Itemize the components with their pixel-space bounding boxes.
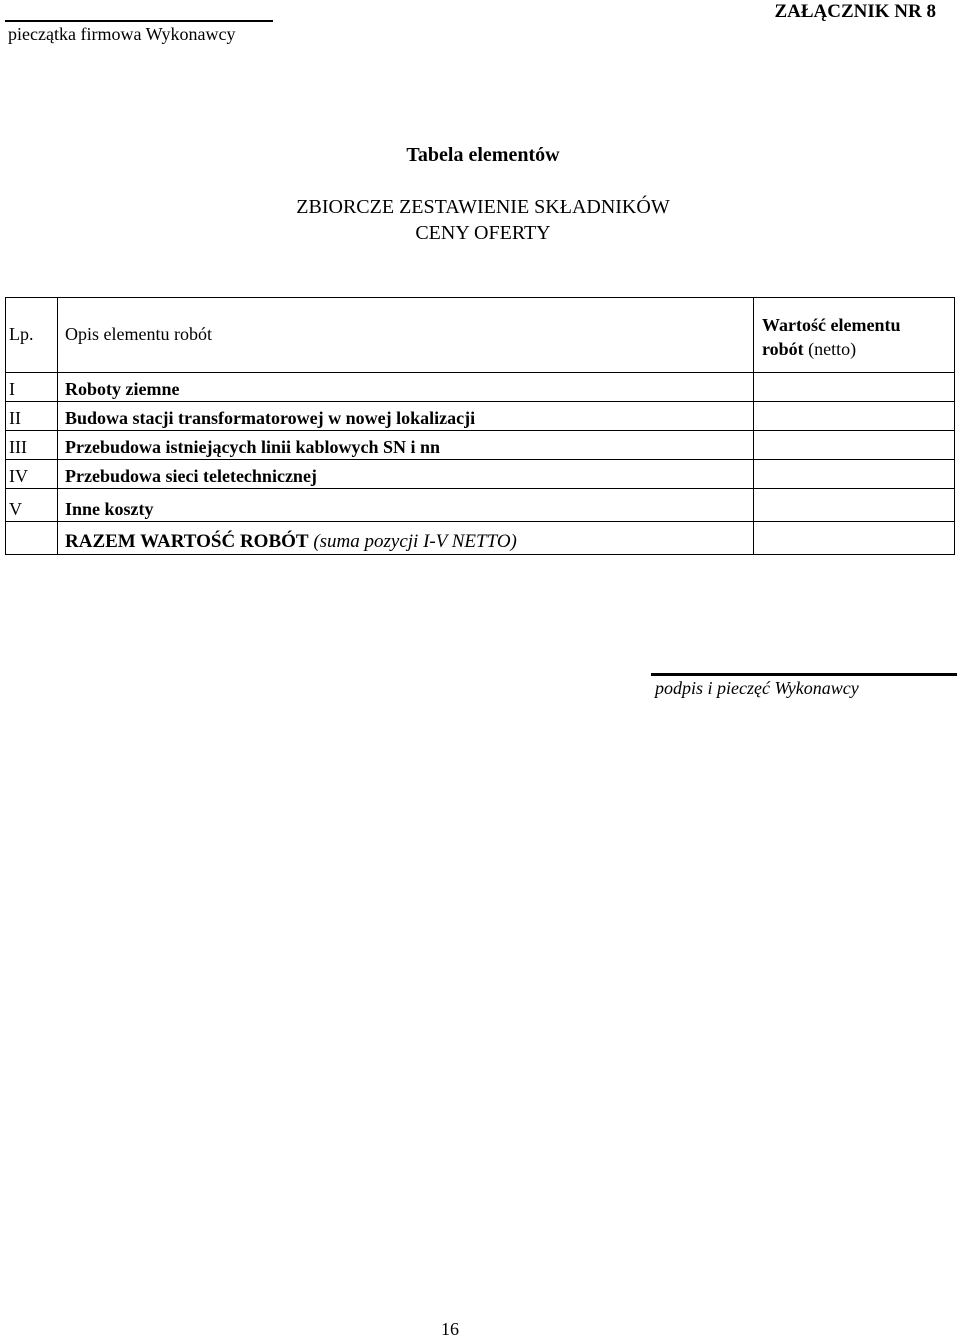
row-lp: III xyxy=(9,437,27,457)
column-header-lp: Lp. xyxy=(9,324,34,344)
total-note: (suma pozycji I-V NETTO) xyxy=(313,531,517,552)
stamp-signature-line xyxy=(5,20,273,22)
signature-line xyxy=(651,673,957,676)
column-header-value xyxy=(762,313,942,361)
row-separator xyxy=(5,488,955,489)
summary-subtitle: CENY OFERTY xyxy=(415,222,551,244)
column-separator-lp xyxy=(57,297,58,555)
column-header-description: Opis elementu robót xyxy=(65,324,212,344)
column-separator-value xyxy=(753,297,754,555)
attachment-number: ZAŁĄCZNIK NR 8 xyxy=(774,1,936,22)
row-separator xyxy=(5,459,955,460)
row-lp: II xyxy=(9,408,21,428)
header-row-separator xyxy=(5,372,955,373)
row-description: Przebudowa sieci teletechnicznej xyxy=(65,466,317,486)
row-description: Roboty ziemne xyxy=(65,379,180,399)
row-lp: V xyxy=(9,499,22,519)
table-title: Tabela elementów xyxy=(406,144,560,166)
total-label: RAZEM WARTOŚĆ ROBÓT xyxy=(65,531,309,552)
total-row-label xyxy=(65,531,517,553)
table-border-bottom xyxy=(5,554,955,555)
page-number: 16 xyxy=(441,1319,459,1339)
table-border-right xyxy=(954,297,955,555)
column-header-value-label: Wartość elementu robót xyxy=(762,315,901,359)
row-description: Przebudowa istniejących linii kablowych SN i nn xyxy=(65,437,441,457)
row-separator xyxy=(5,521,955,522)
row-description: Inne koszty xyxy=(65,499,154,519)
cost-summary-table xyxy=(5,297,955,555)
row-lp: I xyxy=(9,379,15,399)
column-header-value-suffix: (netto) xyxy=(808,339,857,359)
row-separator xyxy=(5,401,955,402)
summary-title: ZBIORCZE ZESTAWIENIE SKŁADNIKÓW xyxy=(296,196,670,218)
row-description: Budowa stacji transformatorowej w nowej lokalizacji xyxy=(65,408,476,428)
row-separator xyxy=(5,430,955,431)
table-border-top xyxy=(5,297,955,298)
row-lp: IV xyxy=(9,466,28,486)
company-stamp-label: pieczątka firmowa Wykonawcy xyxy=(8,24,236,44)
table-border-left xyxy=(5,297,6,555)
signature-label: podpis i pieczęć Wykonawcy xyxy=(655,678,859,698)
